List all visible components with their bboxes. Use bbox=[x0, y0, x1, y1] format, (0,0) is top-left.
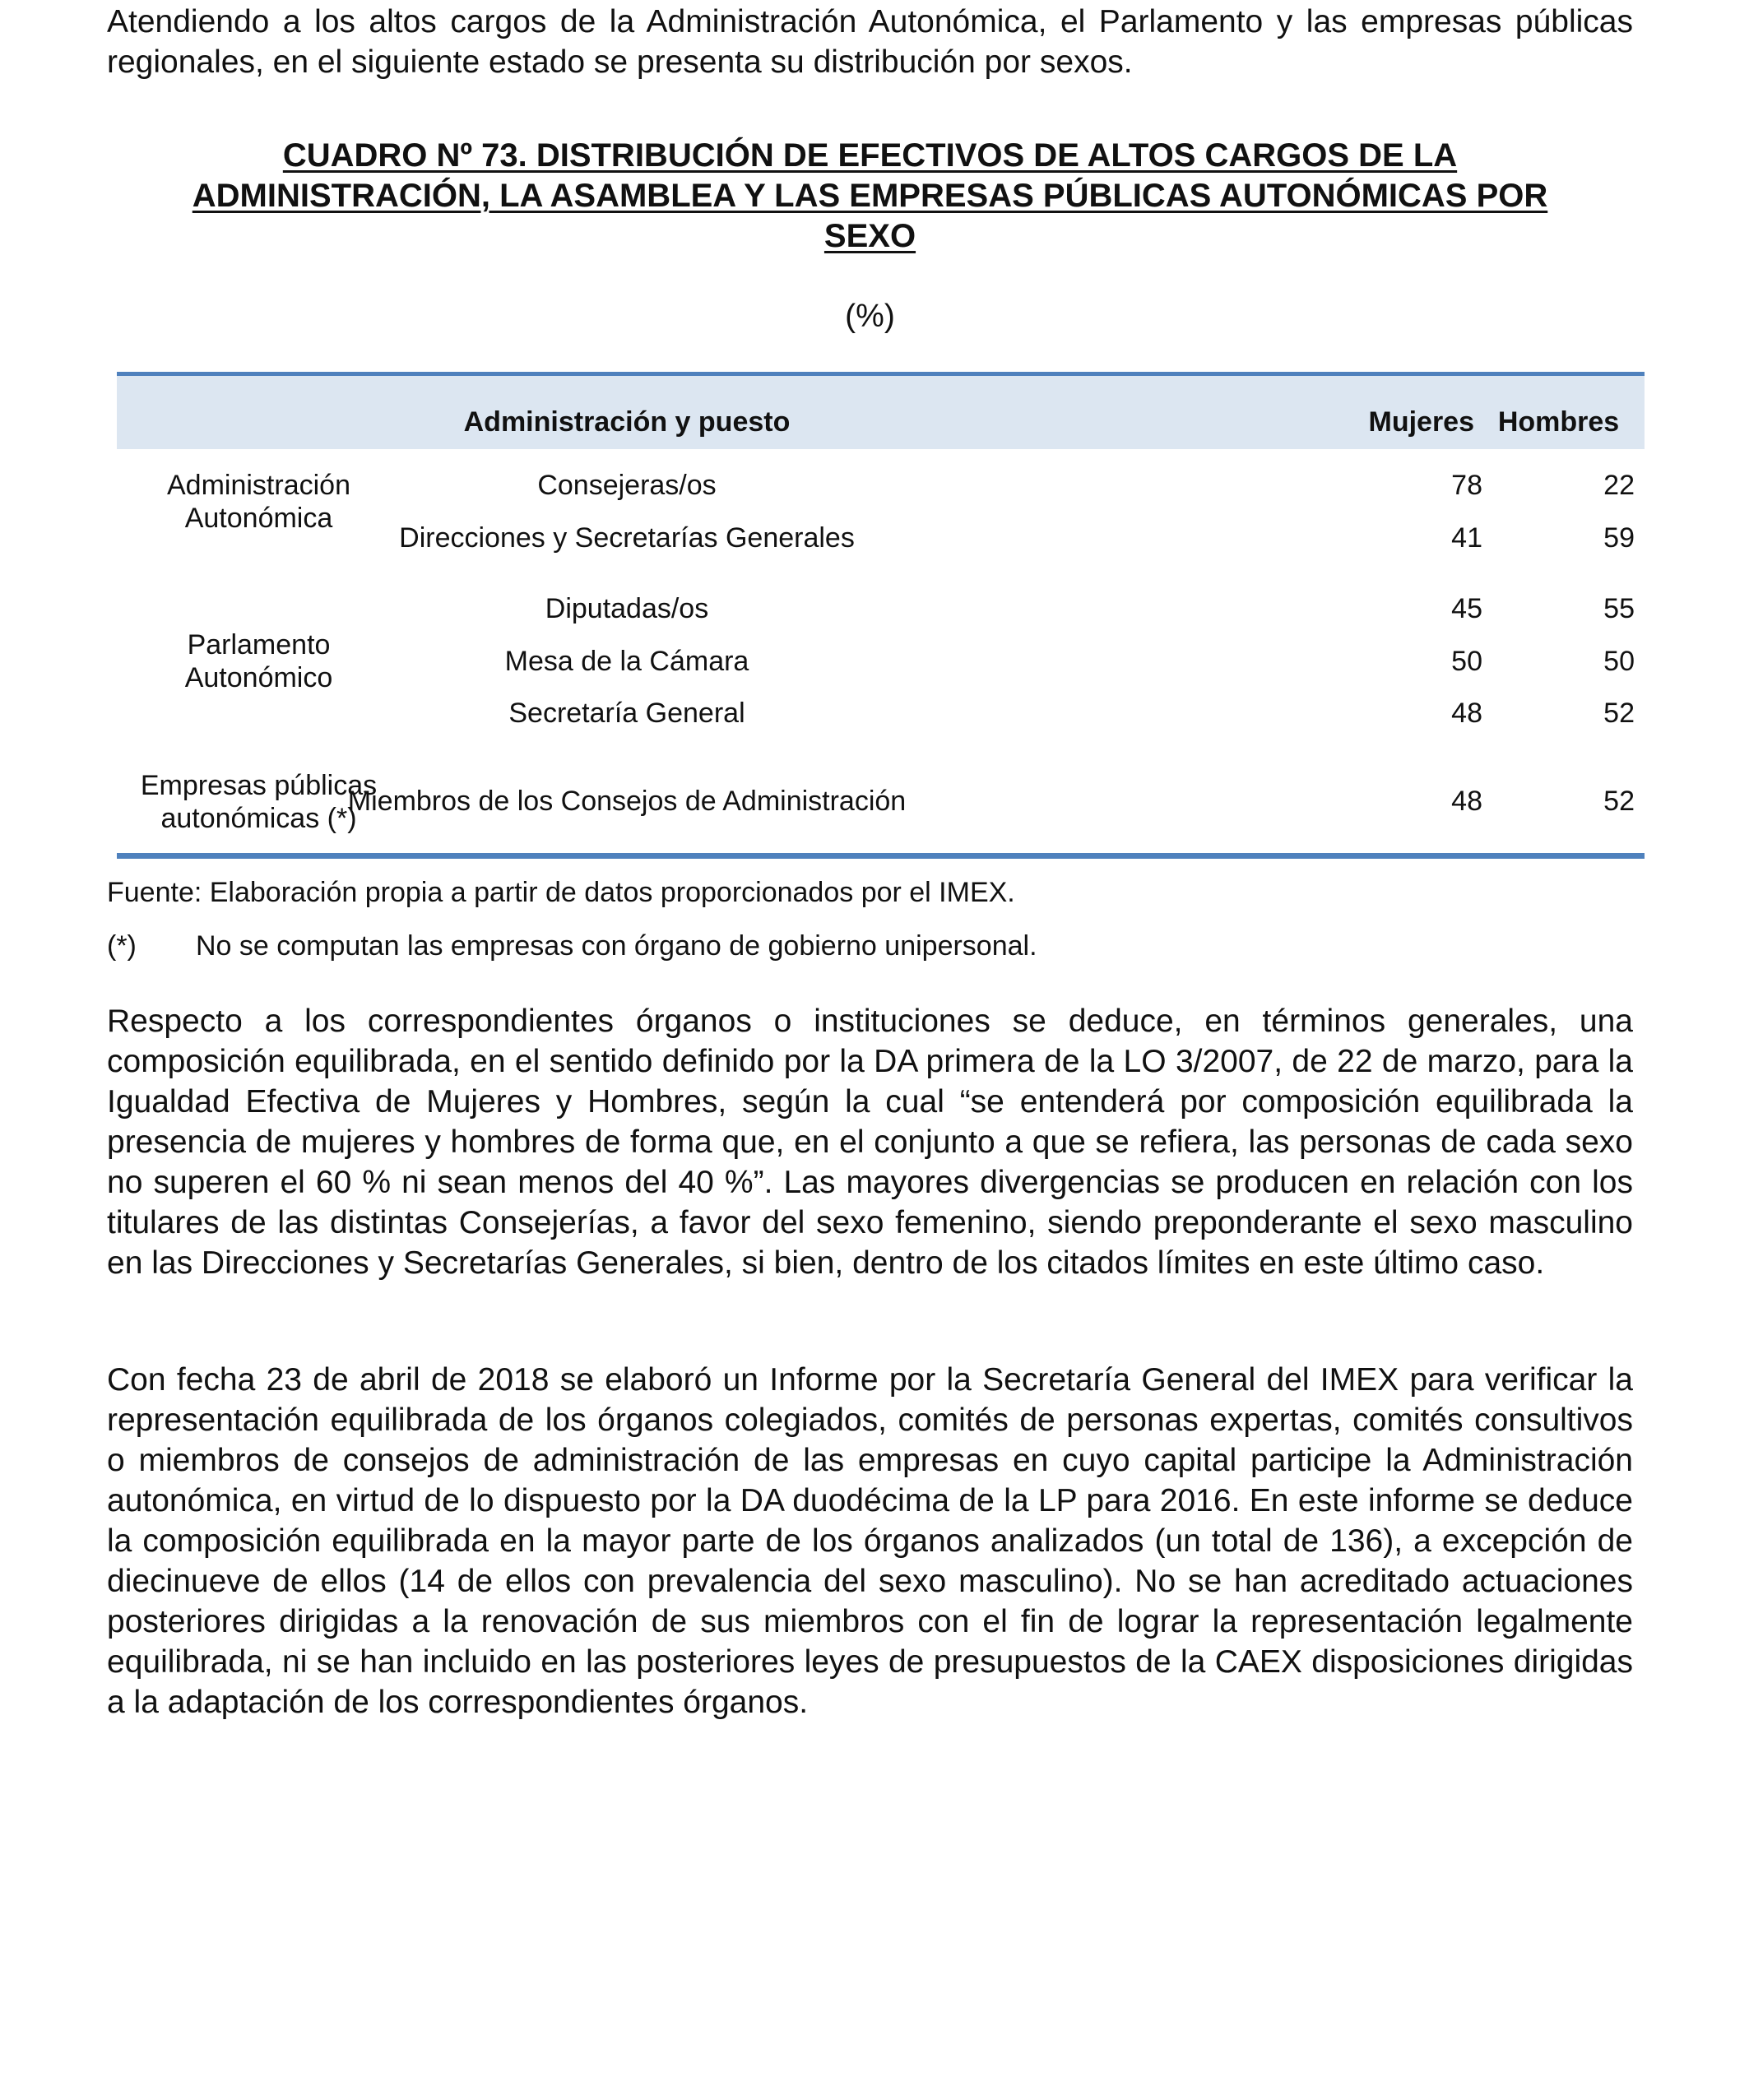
group-label-empresas: Empresas públicas autonómicas (*) bbox=[140, 770, 378, 834]
table-row bbox=[117, 522, 1645, 554]
table-title bbox=[107, 136, 1633, 257]
group-label-parlamento: Parlamento Autonómico bbox=[184, 629, 333, 693]
row-hombres: 50 bbox=[1603, 646, 1635, 677]
table-row bbox=[117, 645, 1645, 678]
row-puesto: Consejeras/os bbox=[537, 470, 717, 501]
row-puesto: Secretaría General bbox=[508, 698, 745, 729]
row-hombres: 52 bbox=[1603, 786, 1635, 817]
intro-paragraph: Atendiendo a los altos cargos de la Administración Autonómica, el Parlamento y las empresas públicas regionales, en el siguiente estado se presenta su distribución por sexos. bbox=[107, 4, 1633, 80]
table-source-note: Fuente: Elaboración propia a partir de datos proporcionados por el IMEX. bbox=[107, 877, 1015, 908]
row-hombres: 59 bbox=[1603, 522, 1635, 554]
table-row bbox=[117, 592, 1645, 625]
table-row bbox=[117, 697, 1645, 730]
table-title-line-2: ADMINISTRACIÓN, LA ASAMBLEA Y LAS EMPRESAS PÚBLICAS AUTONÓMICAS POR bbox=[192, 178, 1548, 214]
header-hombres: Hombres bbox=[1497, 406, 1620, 438]
data-table bbox=[117, 372, 1645, 859]
footnote-mark: (*) bbox=[107, 930, 137, 962]
header-mujeres: Mujeres bbox=[1368, 406, 1474, 438]
table-unit: (%) bbox=[845, 299, 895, 334]
row-puesto: Miembros de los Consejos de Administración bbox=[347, 786, 907, 817]
table-row bbox=[117, 469, 1645, 502]
table-row bbox=[117, 785, 1645, 818]
paragraph-composicion: Respecto a los correspondientes órganos o instituciones se deduce, en términos generales, una composición equilibrada, en el sentido definido por la DA primera de la LO 3/2007, de 22 de marzo, para la Igualdad Efectiva de Mujeres y Hombres, según la cual “se entenderá por composición equilibrada la presencia de mujeres y hombres de forma que, en el conjunto a que se refiera, las personas de cada sexo no superen el 60 % ni sean menos del 40 %”. Las mayores divergencias se producen en relación con los titulares de las distintas Consejerías, a favor del sexo femenino, siendo preponderante el sexo masculino en las Direcciones y Secretarías Generales, si bien, dentro de los citados límites en este último caso. bbox=[107, 1004, 1633, 1281]
row-puesto: Mesa de la Cámara bbox=[504, 646, 749, 677]
row-mujeres: 48 bbox=[1451, 698, 1482, 729]
table-header: Administración y puesto Mujeres Hombres bbox=[117, 376, 1645, 449]
row-mujeres: 78 bbox=[1451, 470, 1482, 501]
table-bottom-rule bbox=[117, 853, 1645, 859]
row-mujeres: 48 bbox=[1451, 786, 1482, 817]
row-mujeres: 41 bbox=[1451, 522, 1482, 554]
row-mujeres: 45 bbox=[1451, 593, 1482, 624]
table-title-line-1: CUADRO Nº 73. DISTRIBUCIÓN DE EFECTIVOS DE ALTOS CARGOS DE LA bbox=[282, 137, 1458, 174]
row-hombres: 55 bbox=[1603, 593, 1635, 624]
row-puesto: Direcciones y Secretarías Generales bbox=[399, 522, 855, 554]
group-label-administracion: Administración Autonómica bbox=[167, 470, 350, 534]
paragraph-informe: Con fecha 23 de abril de 2018 se elaboró un Informe por la Secretaría General del IMEX para verificar la representación equilibrada de los órganos colegiados, comités de personas expertas, comités consultivos o miembros de consejos de administración de las empresas en cuyo capital participe la Administración autonómica, en virtud de lo dispuesto por la DA duodécima de la LP para 2016. En este informe se deduce la composición equilibrada en la mayor parte de los órganos analizados (un total de 136), a excepción de diecinueve de ellos (14 de ellos con prevalencia del sexo masculino). No se han acreditado actuaciones posteriores dirigidas a la renovación de sus miembros con el fin de lograr la representación legalmente equilibrada, ni se han incluido en las posteriores leyes de presupuestos de la CAEX disposiciones dirigidas a la adaptación de los correspondientes órganos. bbox=[107, 1362, 1633, 1720]
row-hombres: 52 bbox=[1603, 698, 1635, 729]
footnote-text: No se computan las empresas con órgano de gobierno unipersonal. bbox=[196, 930, 1037, 962]
row-hombres: 22 bbox=[1603, 470, 1635, 501]
row-mujeres: 50 bbox=[1451, 646, 1482, 677]
row-puesto: Diputadas/os bbox=[545, 593, 709, 624]
table-title-line-3: SEXO bbox=[823, 218, 916, 254]
